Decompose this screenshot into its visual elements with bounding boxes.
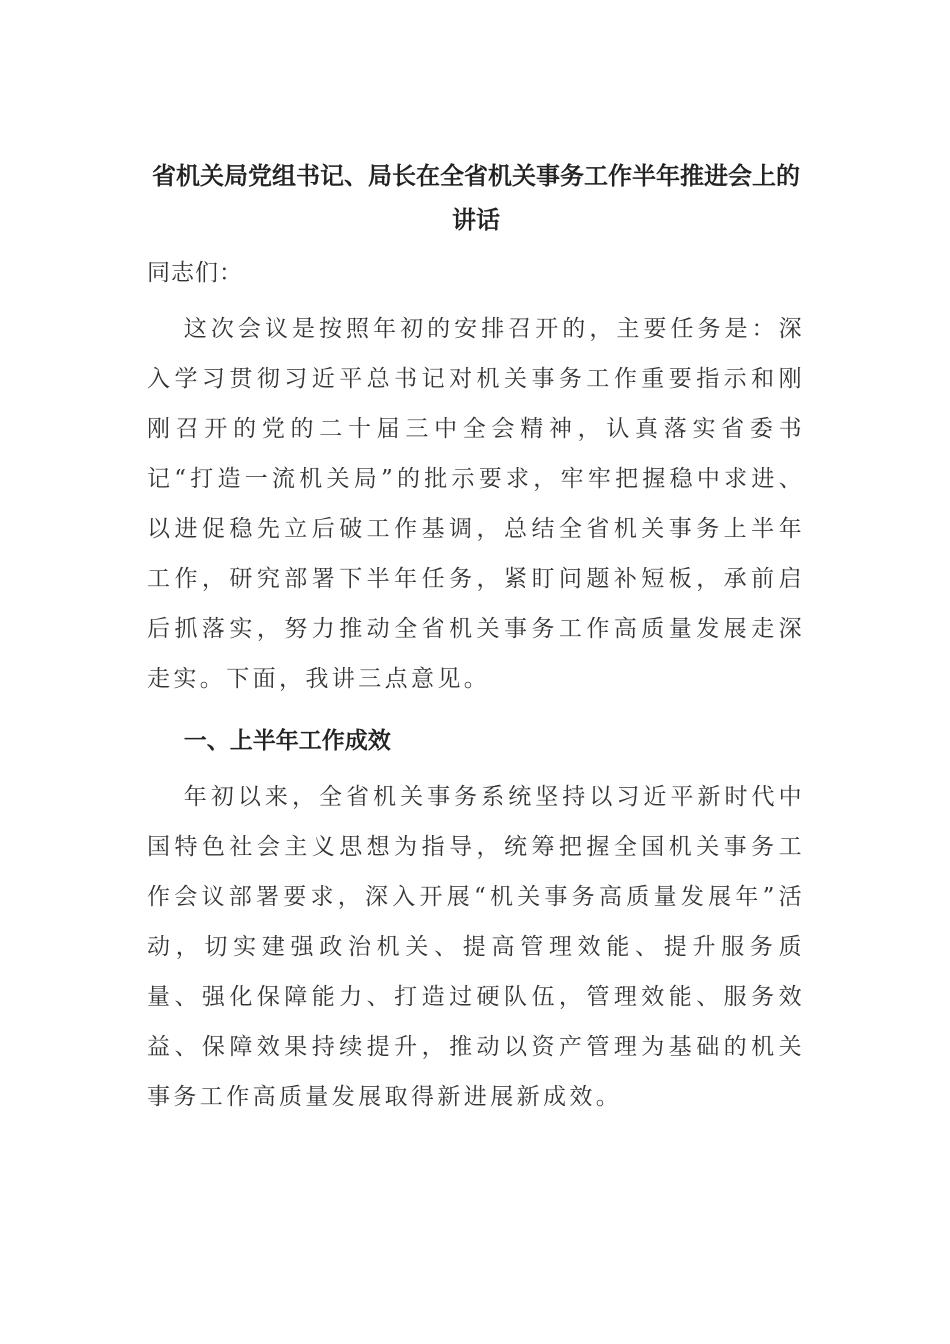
section-heading: 一、上半年工作成效	[183, 728, 391, 754]
document-body	[147, 154, 805, 1122]
section-paragraph: 年初以来，全省机关事务系统坚持以习近平新时代中国特色社会主义思想为指导，统筹把握全国机关事务工作会议部署要求，深入开展“机关事务高质量发展年”活动，切实建强政治机关、提高管理效能、提升服务质量、强化保障能力、打造过硬队伍，管理效能、服务效益、保障效果持续提升，推动以资产管理为基础的机关事务工作高质量发展取得新进展新成效。	[147, 784, 805, 1110]
opening-paragraph: 这次会议是按照年初的安排召开的，主要任务是：深入学习贯彻习近平总书记对机关事务工作重要指示和刚刚召开的党的二十届三中全会精神，认真落实省委书记“打造一流机关局”的批示要求，牢牢把握稳中求进、以进促稳先立后破工作基调，总结全省机关事务上半年工作，研究部署下半年任务，紧盯问题补短板，承前启后抓落实，努力推动全省机关事务工作高质量发展走深走实。下面，我讲三点意见。	[147, 316, 805, 692]
salutation: 同志们：	[147, 260, 243, 286]
document-title: 省机关局党组书记、局长在全省机关事务工作半年推进会上的讲话	[152, 162, 800, 234]
